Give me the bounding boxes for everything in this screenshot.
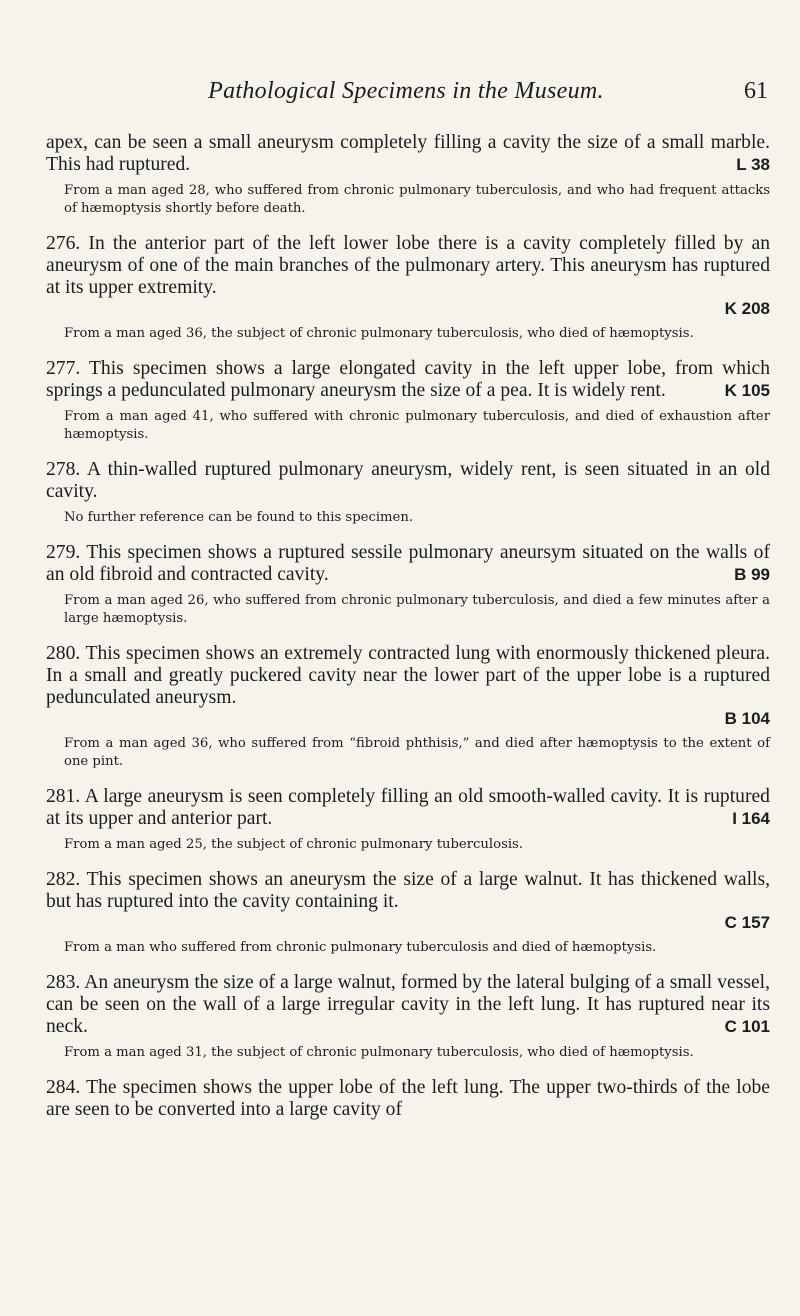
entry-number: 278. [46, 459, 81, 480]
entry-text: The specimen shows the upper lobe of the left lung. The upper two-thirds of the lobe are seen to be converted into a large cavity of [46, 1077, 771, 1120]
case-note: From a man aged 26, who suffered from chronic pulmonary tuberculosis, and died a few minutes after a large hæmoptysis. [64, 593, 770, 626]
entry-text: An aneurysm the size of a large walnut, formed by the lateral bulging of a small vessel, can be seen on the wall of a large irregular cavity in the left lung. It has ruptured near its neck. [46, 972, 770, 1037]
entry-number: 279. [46, 542, 81, 563]
case-note: From a man aged 25, the subject of chronic pulmonary tuberculosis. [64, 837, 524, 852]
catalogue-entry [46, 643, 770, 771]
catalog-number: B 99 [734, 565, 770, 584]
entry-text: A thin-walled ruptured pulmonary aneurysm, widely rent, is seen situated in an old cavity. [46, 459, 770, 502]
entry-text: apex, can be seen a small aneurysm completely filling a cavity the size of a small marble. This had ruptured. [46, 132, 770, 175]
entry-text: This specimen shows an aneurysm the size of a large walnut. It has thickened walls, but has ruptured into the cavity containing it. [46, 869, 770, 912]
catalogue-entry [46, 869, 770, 957]
catalog-number: K 105 [724, 381, 770, 400]
catalogue-entry [46, 459, 770, 527]
entry-number: 283. [46, 972, 81, 993]
catalog-number: B 104 [724, 709, 770, 728]
entry-text: In the anterior part of the left lower lobe there is a cavity completely filled by an aneurysm of one of the main branches of the pulmonary artery. This aneurysm has ruptured at its upper extremity. [46, 233, 770, 298]
catalogue-entry [46, 233, 770, 343]
case-note: From a man aged 31, the subject of chronic pulmonary tuberculosis, who died of hæmoptysis. [64, 1045, 694, 1060]
catalogue-entry [46, 1077, 770, 1121]
catalogue-entries [46, 132, 770, 1136]
entry-number: 282. [46, 869, 81, 890]
catalogue-entry [46, 542, 770, 628]
running-title: Pathological Specimens in the Museum. [208, 78, 604, 104]
entry-number: 277. [46, 358, 81, 379]
catalog-number: K 208 [724, 299, 770, 318]
entry-text: This specimen shows a ruptured sessile pulmonary aneursym situated on the walls of an old fibroid and contracted cavity. [46, 542, 770, 585]
case-note: From a man aged 36, the subject of chronic pulmonary tuberculosis, who died of hæmoptysis. [64, 326, 694, 341]
catalogue-entry [46, 132, 770, 218]
page-number: 61 [744, 78, 768, 104]
running-header [40, 78, 772, 110]
entry-number: 280. [46, 643, 81, 664]
entry-text: A large aneurysm is seen completely filling an old smooth-walled cavity. It is ruptured at its upper and anterior part. [46, 786, 770, 829]
case-note: From a man aged 41, who suffered with chronic pulmonary tuberculosis, and died of exhaustion after hæmoptysis. [64, 409, 770, 442]
catalogue-entry [46, 786, 770, 854]
case-note: From a man aged 36, who suffered from “fibroid phthisis,” and died after hæmoptysis to the extent of one pint. [64, 736, 770, 769]
catalogue-entry [46, 972, 770, 1062]
catalogue-entry [46, 358, 770, 444]
entry-number: 276. [46, 233, 81, 254]
case-note: From a man aged 28, who suffered from chronic pulmonary tuberculosis, and who had frequent attacks of hæmoptysis shortly before death. [64, 183, 770, 216]
entry-text: This specimen shows a large elongated cavity in the left upper lobe, from which springs a pedunculated pulmonary aneurysm the size of a pea. It is widely rent. [46, 358, 771, 401]
entry-text: This specimen shows an extremely contracted lung with enormously thickened pleura. In a small and greatly puckered cavity near the lower part of the upper lobe is a ruptured pedunculated aneurysm. [46, 643, 770, 708]
case-note: From a man who suffered from chronic pulmonary tuberculosis and died of hæmoptysis. [64, 940, 657, 955]
entry-number: 281. [46, 786, 81, 807]
catalog-number: C 157 [724, 913, 770, 932]
catalog-number: I 164 [732, 809, 770, 828]
case-note: No further reference can be found to this specimen. [64, 510, 414, 525]
entry-number: 284. [46, 1077, 81, 1098]
catalog-number: L 38 [736, 155, 770, 174]
catalog-number: C 101 [724, 1017, 770, 1036]
